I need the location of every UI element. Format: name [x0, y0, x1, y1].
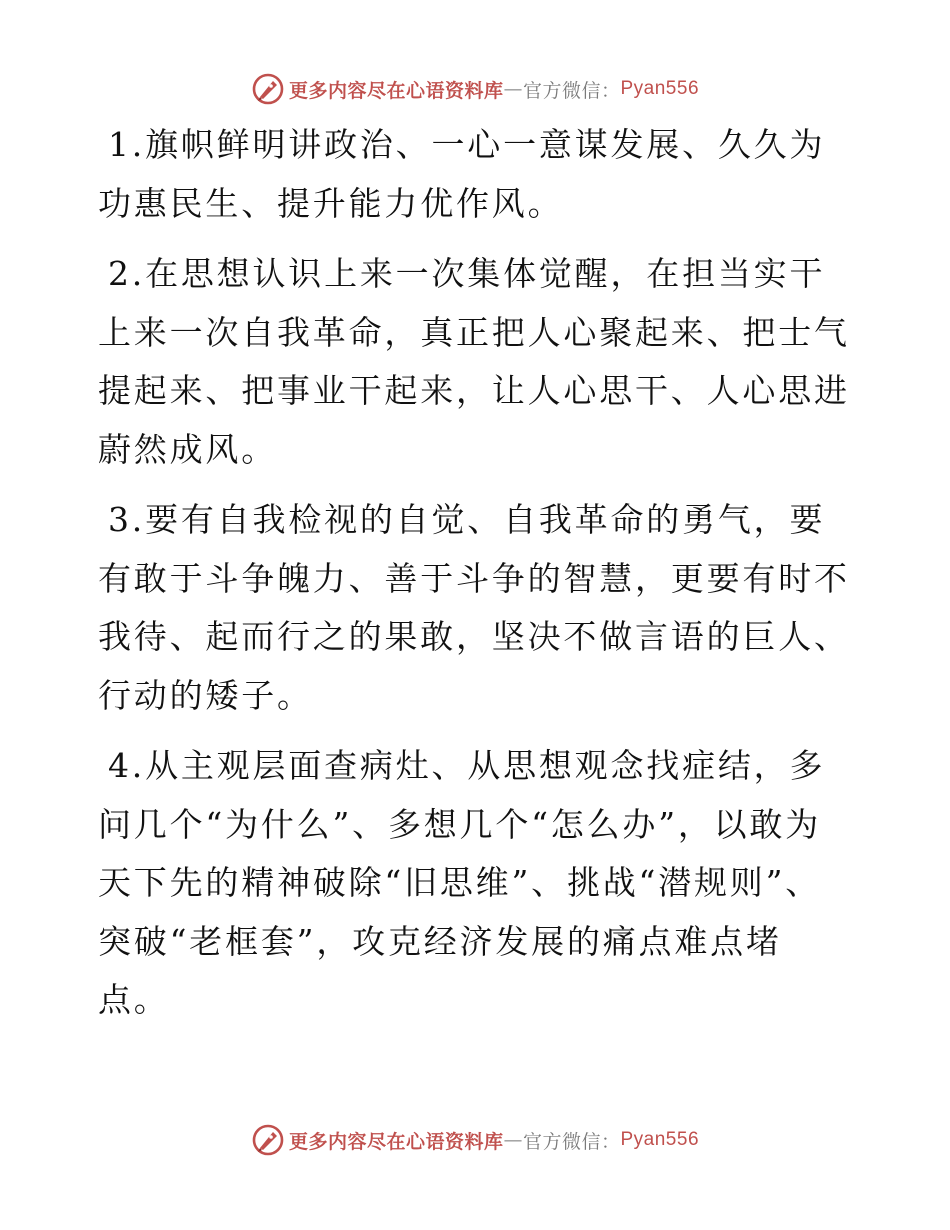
paragraph-4: 4.从主观层面查病灶、从思想观念找症结，多问几个“为什么”、多想几个“怎么办”，以敢为天下先的精神破除“旧思维”、挑战“潜规则”、突破“老框套”，攻克经济发展的痛点难点堵点。 [98, 746, 826, 1019]
wechat-id: Pyan556 [620, 78, 700, 99]
footer-watermark [0, 1120, 950, 1160]
paragraph-2: 2.在思想认识上来一次集体觉醒，在担当实干上来一次自我革命，真正把人心聚起来、把士气提起来、把事业干起来，让人心思干、人心思进蔚然成风。 [98, 254, 850, 469]
header-watermark [0, 69, 950, 109]
promo-text: 更多内容尽在心语资料库 [288, 1130, 504, 1153]
paragraph-1: 1.旗帜鲜明讲政治、一心一意谋发展、久久为功惠民生、提升能力优作风。 [98, 125, 826, 223]
promo-text: 更多内容尽在心语资料库 [288, 79, 504, 102]
wechat-id: Pyan556 [620, 1129, 700, 1150]
pen-nib-logo-icon [251, 1123, 285, 1157]
wechat-label: 官方微信： [522, 1130, 621, 1153]
wechat-label: 官方微信： [522, 79, 621, 102]
document-body [98, 116, 850, 1042]
pen-nib-logo-icon [251, 72, 285, 106]
paragraph-3: 3.要有自我检视的自觉、自我革命的勇气，要有敢于斗争魄力、善于斗争的智慧，更要有时不我待、起而行之的果敢，坚决不做言语的巨人、行动的矮子。 [98, 500, 850, 715]
separator: — [503, 78, 523, 100]
separator: — [503, 1129, 523, 1151]
